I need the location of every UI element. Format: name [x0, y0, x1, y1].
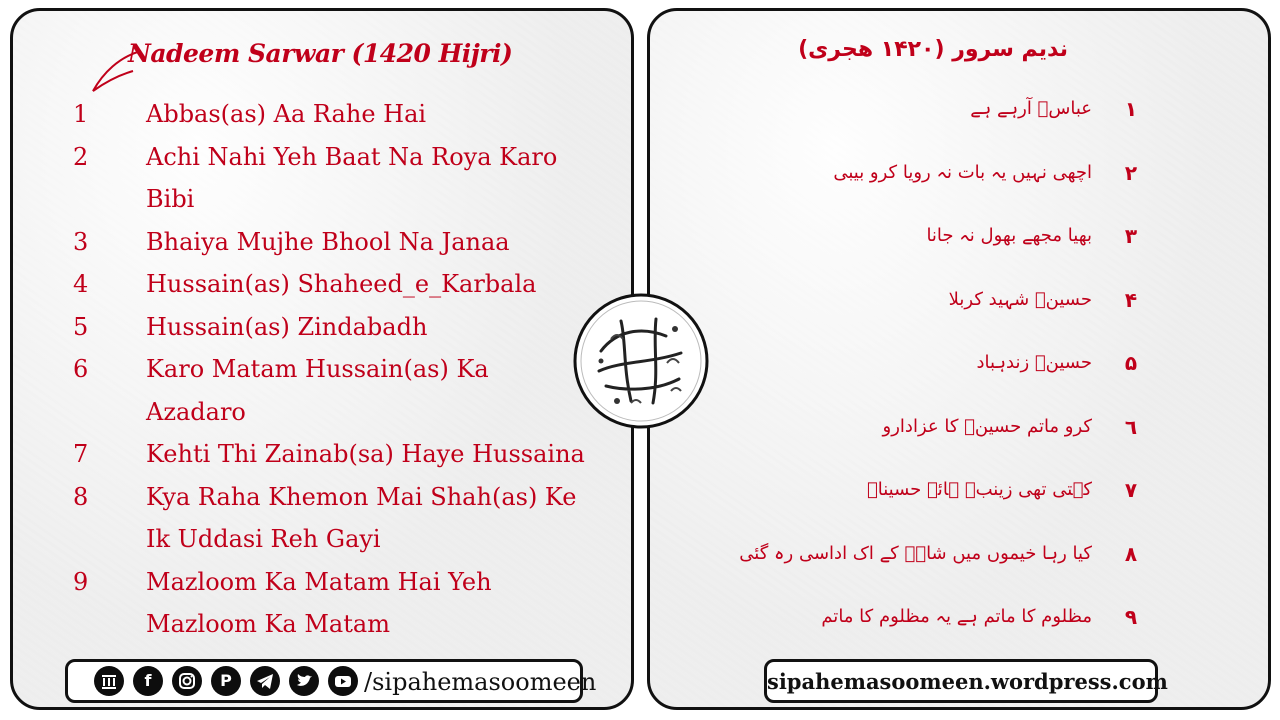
website-bar	[764, 659, 1168, 703]
track-title: Abbas(as) Aa Rahe Hai	[146, 100, 427, 128]
track-number: ۸	[1124, 541, 1138, 566]
track-title: حسینؑ زندہباد	[976, 352, 1092, 373]
track-number: ۵	[1124, 351, 1138, 375]
website-url[interactable]: sipahemasoomeen.wordpress.com	[767, 669, 1168, 694]
track-title: بھیا مجھے بھول نہ جانا	[926, 225, 1092, 246]
english-tracklist-panel	[10, 8, 634, 710]
track-title: Azadaro	[146, 397, 246, 426]
twitter-icon[interactable]	[289, 666, 319, 696]
track-row-urdu	[650, 470, 1271, 510]
track-row-urdu	[650, 597, 1271, 637]
track-row-urdu	[650, 280, 1271, 320]
pinterest-icon[interactable]: P	[211, 666, 241, 696]
track-number: ۳	[1124, 224, 1138, 248]
track-title: Ik Uddasi Reh Gayi	[146, 525, 381, 553]
track-number: ۴	[1124, 287, 1138, 312]
track-number: 4	[73, 270, 89, 298]
track-title: Hussain(as) Shaheed_e_Karbala	[146, 270, 537, 298]
track-number: ۱	[1124, 97, 1138, 121]
track-row-urdu	[650, 89, 1271, 129]
track-title: Karo Matam Hussain(as) Ka	[146, 355, 489, 383]
track-number: 8	[73, 482, 89, 511]
telegram-icon[interactable]	[250, 666, 280, 696]
track-number: 9	[73, 567, 89, 596]
track-title: عباسؑ آرہے ہے	[970, 98, 1092, 119]
track-number: ٦	[1124, 414, 1138, 439]
track-row-urdu	[650, 534, 1271, 574]
track-number: 2	[73, 142, 89, 171]
track-title: Achi Nahi Yeh Baat Na Roya Karo	[146, 142, 558, 171]
track-number: 6	[73, 355, 89, 383]
track-title: Mazloom Ka Matam	[146, 610, 390, 638]
track-title: Hussain(as) Zindabadh	[146, 312, 428, 341]
track-title: مظلوم کا ماتم ہے یہ مظلوم کا ماتم	[821, 606, 1092, 627]
facebook-icon[interactable]: f	[133, 666, 163, 696]
track-title: Kehti Thi Zainab(sa) Haye Hussaina	[146, 440, 585, 468]
social-links-bar	[65, 659, 597, 703]
track-title: Bibi	[146, 185, 195, 213]
track-title: Bhaiya Mujhe Bhool Na Janaa	[146, 227, 510, 256]
track-number: 3	[73, 227, 89, 256]
track-title: کہتی تھی زینبؑ ہائے حسیناؑ	[866, 479, 1092, 500]
urdu-tracklist-panel	[647, 8, 1271, 710]
track-title: حسینؑ شہید کربلا	[948, 288, 1092, 310]
track-number: ۹	[1124, 605, 1138, 629]
track-number: 1	[73, 100, 89, 128]
track-row-urdu	[650, 153, 1271, 193]
track-row-urdu	[650, 407, 1271, 447]
archive-icon[interactable]	[94, 666, 124, 696]
track-row-urdu	[650, 343, 1271, 383]
sipahe-masoomeen-logo	[571, 291, 711, 431]
track-row-urdu	[650, 216, 1271, 256]
instagram-icon[interactable]	[172, 666, 202, 696]
track-title: کیا رہا خیموں میں شاہؑ کے اک اداسی رہ گئی	[739, 542, 1092, 564]
track-number: 5	[73, 312, 89, 341]
track-number: ۲	[1124, 160, 1138, 185]
track-number: 7	[73, 440, 89, 468]
track-number: ۷	[1124, 478, 1138, 502]
track-title: Kya Raha Khemon Mai Shah(as) Ke	[146, 482, 577, 511]
track-title: اچھی نہیں یہ بات نہ رویا کرو بیبی	[833, 161, 1092, 183]
track-title: کرو ماتم حسینؑ کا عزادارو	[882, 415, 1092, 437]
youtube-icon[interactable]	[328, 666, 358, 696]
track-title: Mazloom Ka Matam Hai Yeh	[146, 567, 492, 596]
album-title-english: Nadeem Sarwar (1420 Hijri)	[128, 39, 513, 68]
social-handle[interactable]: /sipahemasoomeen	[364, 668, 597, 696]
album-title-urdu: ندیم سرور (۱۴۲۰ ھجری)	[798, 37, 1068, 62]
